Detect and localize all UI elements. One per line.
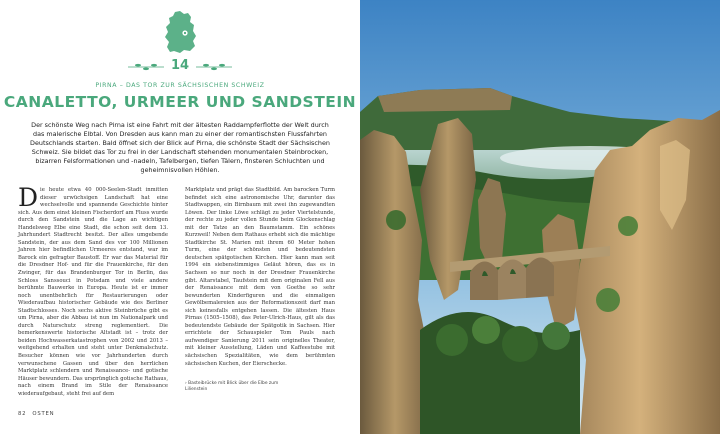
body-text-2: Marktplatz und prägt das Stadtbild. Am barocken Turm befindet sich eine astronomische Uhr, darunter das Stadtwappen, ein Birnbaum mit zwei ihn zugewandten Löwen. Der linke Löwe schlägt zu jeder Viertelstunde, der rechte zu jeder vollen Stunde beim Glockenschlag mit der Tatze an den Baumstamm. Ein schönes Kurzweil! Neben dem Rathaus erhebt sich die mächtige Stadtkirche St. Marien mit ihrem 60 Meter hohen Turm, eine der schönsten und bedeutendsten deutschen spätgotischen Kirchen. Hier kann man seit 1994 ein siebenstimmiges Geläut hören, das es in Sachsen so nur noch in der Dresdner Frauenkirche gibt. Altarstabel, Taufstein mit dem originalen Fell aus der Renaissance mit dem von Goethe so sehr bewunderten Kinderfiguren und die einmaligen Gewölbemalereien aus der Reformationszeit darf man sich keinesfalls entgehen lassen. Die ältesten Haus Pirnas (1505–1508), das Peter-Ulrich-Haus, gilt als das bedeutendste Gebäude der Spätgotik in Sachsen. Hier errichtete der Schauspieler Tom Pauls nach aufwendiger Sanierung 2011 sein originelles Theater, mit kleiner Ausstellung, Läden und Kaffeestube mit sächsischen Spezialitäten, wie dem berühmten sächsischen Kuchen, der Eierschecke.: [185, 187, 335, 367]
section-name: OSTEN: [32, 411, 55, 417]
page-footer: [18, 411, 54, 417]
body-column-2: [185, 187, 335, 368]
intro-paragraph: Der schönste Weg nach Pirna ist eine Fahrt mit der ältesten Raddampferflotte der Welt durch das malerische Elbtal. Von Dresden aus kann man zu einer der romantischsten Flussfahrten Deutschlands starten. Bald öffnet sich der Blick auf Pirna, die schönste Stadt der Sächsischen Schweiz. Sie bildet das Tor zu frei in der Landschaft stehenden monumentalen Steinbrocken, bizarren Felsformationen und -nadeln, Tafelbergen, tiefen Tälern, finsteren Schluchten und geheimnisvollen Höhlen.: [30, 121, 330, 175]
chapter-title: CANALETTO, URMEER UND SANDSTEIN: [3, 93, 357, 111]
right-page-photo: [360, 0, 720, 434]
leaf-ornament-right-icon: [196, 63, 232, 71]
chapter-number: 14: [170, 58, 190, 73]
body-column-1: [18, 183, 168, 398]
chapter-subtitle: PIRNA – DAS TOR ZUR SÄCHSISCHEN SCHWEIZ: [95, 82, 265, 89]
drop-cap: D: [18, 183, 39, 212]
page-number: 82: [18, 411, 27, 417]
body-text-1: ie heute etwa 40 000-Seelen-Stadt inmitten dieser urwüchsigen Landschaft hat eine wechselvolle und spannende Geschichte hinter sich. Aus dem einst kleinen Fischerdorf am Fluss wurde durch den Sandstein und die Lage an wichtigen Handelsweg Elbe eine Stadt, die schon seit dem 13. Jahrhundert Stadtrecht besitzt. Der alles umgebende Sandstein, der aus dem Sand des vor 100 Millionen Jahren hier befindlichen Urmeeres entstand, war im Barock ein gefragter Baustoff. Er war das Material für die Dresdner Hof- und für die Frauenkirche, für den Zwinger, für das Brandenburger Tor in Berlin, das Schloss Sanssouci in Potsdam und viele andere berühmte Bauwerke in Europa. Heute ist er immer noch unentbehrlich für Restaurierungen oder Wiederaufbau historischer Gebäude wie des Berliner Stadtschlosses. Noch sechs aktive Steinbrüche gibt es um Pirna, aber die Abbau ist nun im Nationalpark und durch Naturschutz streng reglementiert. Die bemerkenswerte historische Altstadt ist – trotz der beiden Hochwasserkatastrophen von 2002 und 2013 – weitgehend erhalten und steht unter Denkmalschutz. Besucher können wie vor Jahrhunderten durch verwunschene Gassen und über den herrlichen Marktplatz schlendern und Renaissance- und gotische Häuser bewundern. Das ursprünglich gotische Rathaus, nach einem Brand im Stile der Renaissance wiederaufgebaut, steht frei auf dem: [18, 187, 168, 397]
bastei-bridge-landscape-photo: [360, 0, 720, 434]
photo-caption: › Basteibrücke mit Blick über die Elbe zum Lilienstein: [185, 381, 279, 392]
germany-map-icon: [162, 10, 198, 54]
